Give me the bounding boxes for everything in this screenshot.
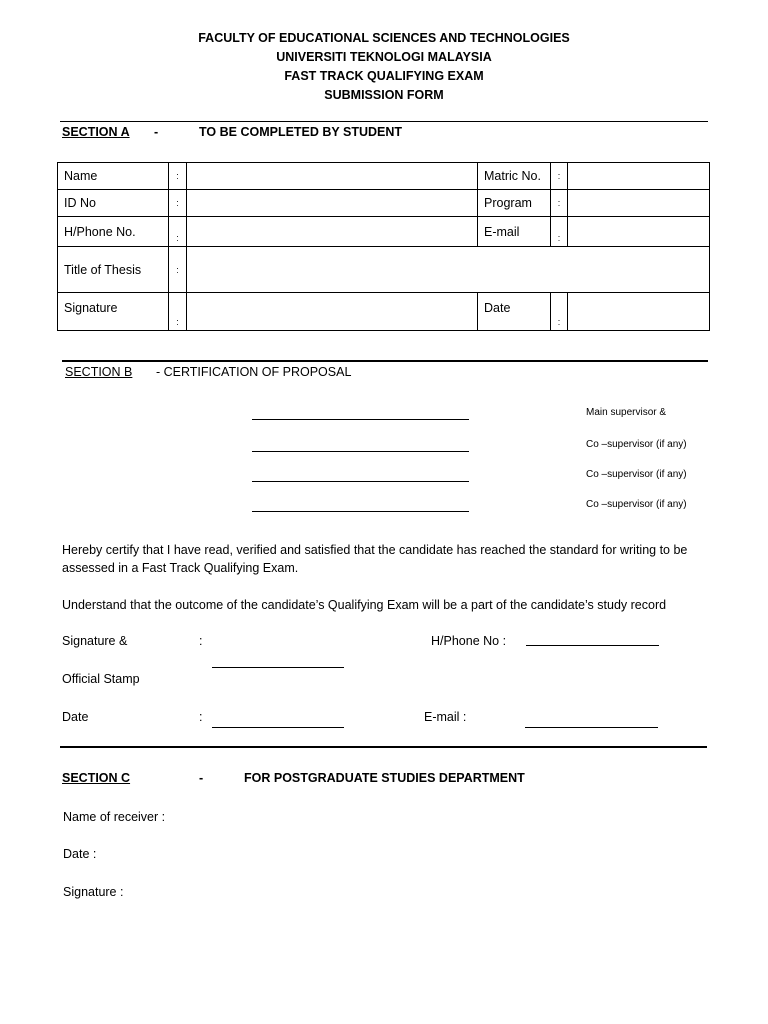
receiver-name-label: Name of receiver : [63,810,166,824]
divider-section-c [60,746,707,748]
co-supervisor-label-3: Co –supervisor (if any) [586,499,687,510]
section-a-title: TO BE COMPLETED BY STUDENT [199,125,403,139]
divider-top [60,121,708,122]
receiver-signature-label: Signature : [63,885,124,899]
program-colon: : [551,190,568,217]
supervisor-phone-label: H/Phone No : [431,634,507,648]
program-field[interactable] [568,190,710,217]
signature-stamp-colon: : [199,634,203,648]
id-colon: : [169,190,187,217]
co-supervisor-label-1: Co –supervisor (if any) [586,439,687,450]
email-field[interactable] [568,217,710,247]
co-supervisor-line-2[interactable] [252,481,469,482]
divider-section-b [62,360,708,362]
co-supervisor-label-2: Co –supervisor (if any) [586,469,687,480]
header-form-title: SUBMISSION FORM [324,88,444,102]
co-supervisor-line-3[interactable] [252,511,469,512]
name-colon: : [169,163,187,190]
id-label: ID No [58,190,169,217]
section-c-dash: - [199,771,204,785]
date-field[interactable] [568,293,710,331]
matric-label: Matric No. [478,163,551,190]
section-b-title: - CERTIFICATION OF PROPOSAL [156,365,352,379]
section-a-dash: - [154,125,159,139]
official-stamp-label: Official Stamp [62,672,140,686]
thesis-field[interactable] [187,247,710,293]
main-supervisor-label: Main supervisor & [586,407,667,418]
student-details-table [57,162,710,331]
header-university: UNIVERSITI TEKNOLOGI MALAYSIA [276,50,492,64]
supervisor-email-line[interactable] [525,727,658,728]
section-c-label: SECTION C [62,771,131,785]
phone-colon: : [169,217,187,247]
header-faculty: FACULTY OF EDUCATIONAL SCIENCES AND TECHNOLOGIES [198,31,570,45]
section-b-date-colon: : [199,710,203,724]
section-b-date-label: Date [62,710,89,724]
phone-label: H/Phone No. [58,217,169,247]
signature-colon: : [169,293,187,331]
section-b-label: SECTION B [65,365,133,379]
signature-field[interactable] [187,293,478,331]
date-label: Date [478,293,551,331]
receiver-date-label: Date : [63,847,97,861]
program-label: Program [478,190,551,217]
main-supervisor-line[interactable] [252,419,469,420]
email-label: E-mail [478,217,551,247]
id-field[interactable] [187,190,478,217]
header-exam: FAST TRACK QUALIFYING EXAM [284,69,484,83]
email-colon: : [551,217,568,247]
phone-field[interactable] [187,217,478,247]
signature-label: Signature [58,293,169,331]
matric-field[interactable] [568,163,710,190]
signature-stamp-line[interactable] [212,667,344,668]
certify-paragraph: Hereby certify that I have read, verified and satisfied that the candidate has reached the standard for writing to be assessed in a Fast Track Qualifying Exam. [62,543,688,575]
supervisor-email-label: E-mail : [424,710,467,724]
supervisor-phone-line[interactable] [526,645,659,646]
thesis-colon: : [169,247,187,293]
understand-paragraph: Understand that the outcome of the candidate’s Qualifying Exam will be a part of the candidate’s study record [62,598,667,612]
section-a-label: SECTION A [62,125,130,139]
section-c-title: FOR POSTGRADUATE STUDIES DEPARTMENT [244,771,525,785]
matric-colon: : [551,163,568,190]
name-field[interactable] [187,163,478,190]
signature-stamp-label: Signature & [62,634,128,648]
name-label: Name [58,163,169,190]
co-supervisor-line-1[interactable] [252,451,469,452]
date-colon: : [551,293,568,331]
section-b-date-line[interactable] [212,727,344,728]
thesis-label: Title of Thesis [58,247,169,293]
